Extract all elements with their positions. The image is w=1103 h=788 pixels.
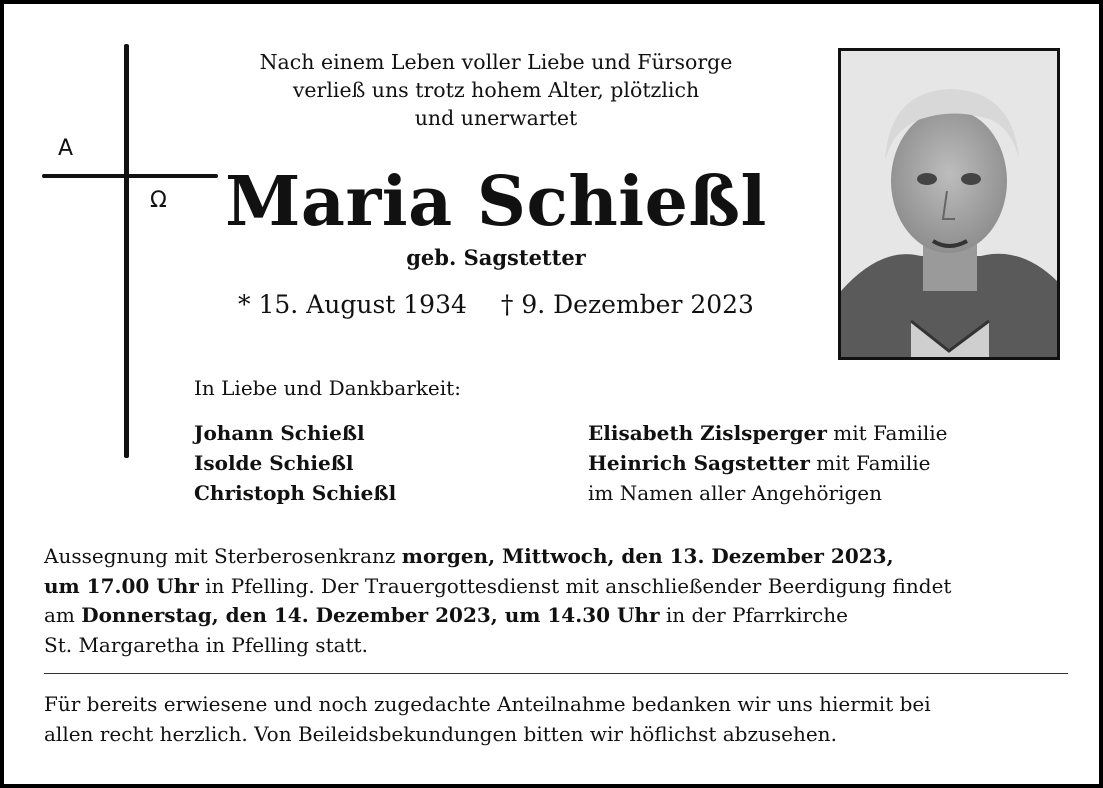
deceased-name: Maria Schießl <box>225 162 767 242</box>
service-line <box>44 601 1074 631</box>
cross-horizontal-bar <box>42 174 218 178</box>
service-line <box>44 572 1074 602</box>
service-text: am <box>44 603 82 627</box>
intro-line: und unerwartet <box>414 106 578 130</box>
thanks-line: In Liebe und Dankbarkeit: <box>194 376 461 400</box>
service-time: um 17.00 Uhr <box>44 573 199 598</box>
mourner-suffix: mit Familie <box>809 451 931 475</box>
intro-text <box>194 48 798 132</box>
mourner-name: Christoph Schießl <box>194 481 397 505</box>
funeral-date: Donnerstag, den 14. Dezember 2023, um 14.30 Uhr <box>81 603 660 627</box>
service-text: in Pfelling. Der Trauergottesdienst mit anschließender Beerdigung findet <box>198 573 952 598</box>
portrait-photo <box>838 48 1060 360</box>
mourner-entry <box>588 448 947 478</box>
service-info <box>44 542 1074 660</box>
cross-vertical-bar <box>124 44 129 458</box>
alpha-symbol: A <box>58 136 74 161</box>
mourner-suffix: mit Familie <box>826 421 948 445</box>
birth-date: * 15. August 1934 <box>238 290 467 319</box>
intro-line: Nach einem Leben voller Liebe und Fürsorge <box>259 50 733 74</box>
service-line <box>44 542 1074 572</box>
life-dates <box>194 288 798 322</box>
death-date: † 9. Dezember 2023 <box>500 290 754 319</box>
mourner-name: Isolde Schießl <box>194 451 354 475</box>
service-line: St. Margaretha in Pfelling statt. <box>44 632 368 657</box>
closing-line: Für bereits erwiesene und noch zugedachte Anteilnahme bedanken wir uns hiermit bei <box>44 692 931 716</box>
service-date: morgen, Mittwoch, den 13. Dezember 2023, <box>401 544 894 568</box>
closing-line: allen recht herzlich. Von Beileidsbekundungen bitten wir höflichst abzusehen. <box>44 721 837 746</box>
mourner-name: Johann Schießl <box>194 421 365 445</box>
mourners-list-left <box>194 418 396 508</box>
mourner-entry <box>588 418 947 448</box>
mourner-name: Heinrich Sagstetter <box>588 451 810 475</box>
maiden-name: geb. Sagstetter <box>406 245 586 270</box>
mourners-list-right <box>588 418 947 508</box>
omega-symbol: Ω <box>150 188 167 213</box>
divider <box>44 673 1068 674</box>
service-text: Aussegnung mit Sterberosenkranz <box>44 544 402 568</box>
mourner-suffix: im Namen aller Angehörigen <box>588 481 883 505</box>
mourner-entry <box>588 478 947 508</box>
intro-line: verließ uns trotz hohem Alter, plötzlich <box>292 78 700 102</box>
closing-text <box>44 690 1074 749</box>
service-text: in der Pfarrkirche <box>659 603 848 627</box>
mourner-name: Elisabeth Zislsperger <box>588 421 827 445</box>
